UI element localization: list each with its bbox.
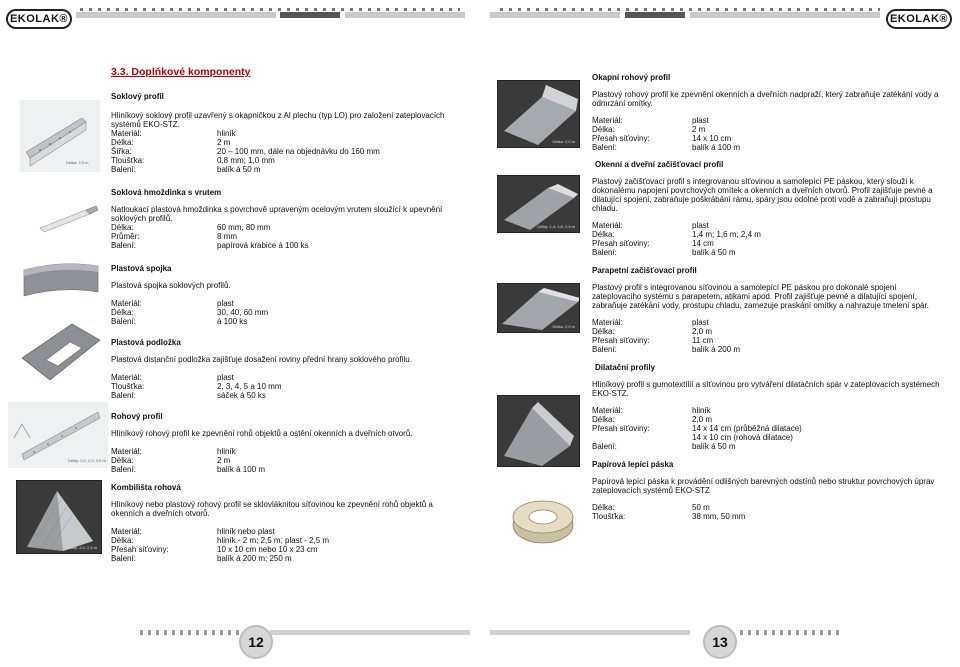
header-dots (80, 8, 460, 11)
spec-label: Materiál: (592, 116, 623, 125)
spec-value: 14 cm (692, 239, 714, 248)
footer-dots (740, 630, 840, 635)
window-profile-image (497, 175, 580, 233)
image-caption: Délky: 1,4; 1,6; 2,4 m (537, 224, 575, 229)
spec-value: sáček á 50 ks (217, 391, 266, 400)
spec-label: Tloušťka: (111, 156, 145, 165)
spec-label: Balení: (592, 442, 617, 451)
item-title: Dilatační profily (595, 363, 656, 372)
item-rohovy-profil (111, 412, 456, 474)
spec-value: 30, 40, 60 mm (217, 308, 269, 317)
spec-label: Šířka: (111, 147, 132, 156)
item-okenni-profil (592, 160, 942, 257)
spec-label: Balení: (592, 143, 617, 152)
right-column (592, 73, 942, 521)
spec-label: Materiál: (592, 406, 623, 415)
shim-image (18, 318, 104, 390)
item-parapetni-profil (592, 266, 942, 354)
spec-value: balík á 200 m (692, 345, 741, 354)
item-title: Plastová spojka (111, 264, 172, 273)
spec-value: papírová krabice á 100 ks (217, 241, 309, 250)
footer-dots (140, 630, 240, 635)
image-caption: Délka: 2,0 m (552, 139, 575, 144)
item-kombilista-rohova (111, 483, 456, 563)
spec-label: Materiál: (111, 447, 142, 456)
item-title: Plastová podložka (111, 338, 181, 347)
spec-list (111, 223, 456, 250)
spec-list (111, 527, 456, 563)
spec-label: Přesah síťoviny: (592, 424, 650, 433)
page-number-right: 13 (703, 625, 737, 659)
spec-value: 2 m (692, 125, 706, 134)
image-caption: Délka: 2,5 m (66, 160, 89, 165)
spec-value: 50 m (692, 503, 710, 512)
spec-value: 2,0 m (692, 415, 713, 424)
header-stripe (490, 12, 620, 18)
spec-value: 20 – 100 mm, dále na objednávku do 160 mm (217, 147, 380, 156)
spec-value: plast (217, 373, 234, 382)
spec-value: 14 x 14 cm (průběžná dilatace) (692, 424, 802, 433)
item-title: Okenní a dveřní začišťovací profil (595, 160, 724, 169)
item-description: Natloukací plastová hmoždinka s povrchově upraveným ocelovým vrutem sloužící k upevnění soklových profilů. (111, 205, 443, 223)
footer-stripe (490, 630, 690, 635)
ekolak-logo: EKOLAK® (6, 9, 72, 29)
spec-label: Přesah síťoviny: (592, 134, 650, 143)
spec-label: Délka: (592, 503, 615, 512)
item-sokl-profil (111, 92, 456, 174)
item-papirova-paska (592, 460, 942, 521)
item-plastova-spojka (111, 264, 456, 326)
item-description: Plastový začišťovací profil s integrovanou síťovinou a samolepící PE páskou, který slouží k dokonalému napojení povrchových omítek a okenních a dveřních otvorů. Profil zajišťuje pevné a dilatující spojení, zabraňuje poškrábání rámu, spáry jsou odolné proti vodě a zabraňují prostupu chladu. (592, 177, 933, 213)
item-title: Papírová lepící páska (592, 460, 674, 469)
item-description: Hliníkový rohový profil ke zpevnění rohů objektů a ostění okenních a dveřních otvorů. (111, 429, 413, 438)
spec-label: Průměr: (111, 232, 140, 241)
spec-value: balík á 200 m; 250 m (217, 554, 292, 563)
item-description: Papírová lepící páska k provádění odlišných barevných odstínů nebo struktur povrchových úprav zateplovacích systémů EKO-STZ (592, 477, 935, 495)
item-title: Rohový profil (111, 412, 163, 421)
spec-value: 60 mm, 80 mm (217, 223, 271, 232)
spec-label (592, 433, 692, 442)
sill-profile-image (497, 283, 580, 333)
spec-label: Přesah síťoviny: (592, 336, 650, 345)
page-number-left: 12 (239, 625, 273, 659)
spec-label: Délka: (111, 223, 134, 232)
spec-label: Přesah síťoviny: (592, 239, 650, 248)
dilatation-profile-image (497, 395, 580, 467)
paper-tape-image (510, 495, 576, 547)
left-column (111, 68, 456, 563)
header-stripe (76, 12, 276, 18)
spec-label: Délka: (111, 536, 134, 545)
spec-value: hliník (217, 447, 236, 456)
spec-label: Délka: (592, 230, 615, 239)
spec-value: balík á 50 m (217, 165, 261, 174)
spec-label: Balení: (111, 241, 136, 250)
spec-value: 8 mm (217, 232, 237, 241)
spec-list (111, 373, 456, 400)
item-description: Hliníkový soklový profil uzavřený s okapničkou z Al plechu (typ LO) pro založení zateplovacích systémů EKO-STZ. (111, 111, 445, 129)
spec-value: plast (692, 318, 709, 327)
spec-label: Délka: (592, 415, 615, 424)
spec-value: hliník (692, 406, 711, 415)
item-description: Plastový rohový profil ke zpevnění okenních a dveřních nadpraží, který zabraňuje zatékání vody a odmrzání omítky. (592, 90, 939, 108)
spec-label: Materiál: (592, 318, 623, 327)
spec-label: Tloušťka: (592, 512, 626, 521)
image-caption: Délky: 2,0; 2,5; 3,0 m (68, 458, 106, 463)
spec-value: 14 x 10 cm (rohová dilatace) (692, 433, 793, 442)
image-caption: Délka: 2,0 m (552, 324, 575, 329)
footer-stripe (270, 630, 470, 635)
spec-label: Balení: (111, 391, 136, 400)
spec-list (592, 116, 942, 152)
spec-value: plast (217, 299, 234, 308)
ekolak-logo: EKOLAK® (886, 9, 952, 29)
spec-label: Materiál: (111, 527, 142, 536)
spec-label: Materiál: (111, 299, 142, 308)
spec-list (592, 406, 942, 451)
spec-list (592, 318, 942, 354)
corner-mesh-profile-image (16, 480, 102, 554)
spec-label: Balení: (111, 165, 136, 174)
item-title: Soklová hmoždinka s vrutem (111, 188, 222, 197)
spec-value: balík á 100 m (217, 465, 266, 474)
spec-list (111, 129, 456, 174)
header-stripe (345, 12, 465, 18)
image-caption: Délky: 2,0; 2,5 m (66, 545, 97, 550)
plastic-connector-image (20, 258, 102, 302)
spec-label: Délka: (592, 125, 615, 134)
item-description: Plastová distanční podložka zajišťuje dosažení roviny přední hrany soklového profilu. (111, 355, 412, 364)
item-sokl-hmozdinka (111, 188, 456, 250)
spec-label: Materiál: (111, 373, 142, 382)
spec-list (592, 503, 942, 521)
item-title: Kombilišta rohová (111, 483, 181, 492)
spec-label: Balení: (111, 465, 136, 474)
item-description: Hliníkový profil s gumotextílií a síťovinou pro vytváření dilatačních spár v zateplovacích systémech EKO-STZ. (592, 380, 940, 398)
spec-value: 2 m (217, 456, 231, 465)
item-description: Plastová spojka soklových profilů. (111, 281, 231, 290)
spec-value: 38 mm, 50 mm (692, 512, 746, 521)
sokl-profile-image (20, 100, 100, 172)
spec-label: Tloušťka: (111, 382, 145, 391)
spec-label: Balení: (592, 248, 617, 257)
spec-value: balík á 50 m (692, 248, 736, 257)
spec-value: 0,8 mm; 1,0 mm (217, 156, 275, 165)
spec-label: Přesah síťoviny: (111, 545, 169, 554)
item-title: Parapetní začišťovací profil (592, 266, 697, 275)
spec-value: 1,4 m; 1,6 m; 2,4 m (692, 230, 761, 239)
spec-label: Délka: (592, 327, 615, 336)
spec-value: plast (692, 221, 709, 230)
spec-label: Materiál: (111, 129, 142, 138)
spec-value: 2, 3, 4, 5 a 10 mm (217, 382, 282, 391)
header-stripe-dark (280, 12, 340, 18)
item-title: Soklový profil (111, 92, 164, 101)
spec-label: Délka: (111, 308, 134, 317)
spec-label: Balení: (111, 317, 136, 326)
spec-value: 11 cm (692, 336, 714, 345)
spec-value: 2,0 m (692, 327, 713, 336)
spec-value: hliník (217, 129, 236, 138)
spec-value: 14 x 10 cm (692, 134, 732, 143)
spec-value: balík á 100 m (692, 143, 741, 152)
spec-label: Balení: (592, 345, 617, 354)
header-stripe-dark (625, 12, 685, 18)
spec-label: Délka: (111, 456, 134, 465)
dowel-image (36, 200, 100, 240)
item-okapni-profil (592, 73, 942, 152)
item-plastova-podlozka (111, 338, 456, 400)
item-dilatacni-profily (592, 363, 942, 451)
spec-value: hliník - 2 m; 2,5 m; plast - 2,5 m (217, 536, 330, 545)
spec-list (592, 221, 942, 257)
item-description: Plastový profil s integrovanou síťovinou a samolepící PE páskou pro dokonalé spojení zateplovacího systému s parapetem, atikami apod. Profil zajišťuje pevné a dilatující spojení, zabraňuje zatékání vody, prostupu chladu, zamezuje praskání omítky a nahrazuje tmelení spár. (592, 283, 929, 310)
spec-list (111, 447, 456, 474)
drip-corner-profile-image (497, 80, 580, 148)
spec-list (111, 299, 456, 326)
item-title: Okapní rohový profil (592, 73, 671, 82)
spec-value: plast (692, 116, 709, 125)
spec-value: 10 x 10 cm nebo 10 x 23 cm (217, 545, 318, 554)
spec-value: balík á 50 m (692, 442, 736, 451)
header-dots (500, 8, 880, 11)
section-title: 3.3. Doplňkové komponenty (111, 66, 251, 78)
spec-value: á 100 ks (217, 317, 248, 326)
spec-value: hliník nebo plast (217, 527, 275, 536)
spec-label: Materiál: (592, 221, 623, 230)
spec-label: Délka: (111, 138, 134, 147)
header-stripe (690, 12, 880, 18)
item-description: Hliníkový nebo plastový rohový profil se sklovláknitou síťovinou ke zpevnění rohů objektů a okenních a dveřních otvorů. (111, 500, 433, 518)
spec-label: Balení: (111, 554, 136, 563)
corner-profile-image (8, 402, 108, 468)
spec-value: 2 m (217, 138, 231, 147)
